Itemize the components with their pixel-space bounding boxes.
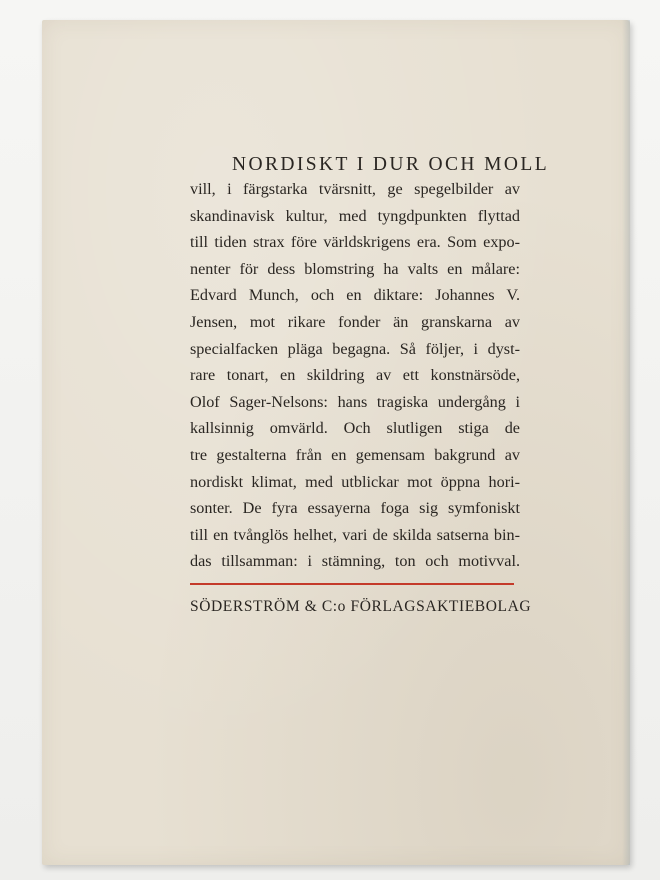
blurb-line: vill, i färgstarka tvärsnitt, ge spegelbilder av: [190, 180, 520, 198]
blurb-line: till tiden strax före världskrigens era. Som expo-: [190, 233, 520, 252]
blurb-line: kallsinnig omvärld. Och slutligen stiga de: [190, 419, 520, 438]
blurb-line: Edvard Munch, och en diktare: Johannes V.: [190, 286, 520, 305]
blurb-line: sonter. De fyra essayerna foga sig symfoniskt: [190, 499, 520, 518]
blurb-line: tre gestalterna från en gemensam bakgrund av: [190, 445, 520, 464]
blurb-line: nenter för dess blomstring ha valts en målare:: [190, 259, 520, 278]
book-title: NORDISKT I DUR OCH MOLL: [232, 154, 550, 175]
book-back-cover: [42, 20, 630, 865]
cover-edge-shadow: [622, 20, 630, 865]
blurb-line: Jensen, mot rikare fonder än granskarna av: [190, 312, 520, 331]
publisher-name: SÖDERSTRÖM & C:o FÖRLAGSAKTIEBOLAG: [190, 598, 532, 615]
blurb-line: das tillsamman: i stämning, ton och motivval.: [190, 552, 520, 571]
blurb-line: nordiskt klimat, med utblickar mot öppna hori-: [190, 472, 520, 491]
blurb-text: [190, 176, 520, 575]
red-divider-rule: [190, 583, 514, 585]
blurb-line: Olof Sager-Nelsons: hans tragiska undergång i: [190, 392, 520, 411]
blurb-line: specialfacken pläga begagna. Så följer, i dyst-: [190, 339, 520, 358]
blurb-line: till en tvånglös helhet, vari de skilda satserna bin-: [190, 525, 520, 544]
blurb-line: rare tonart, en skildring av ett konstnärsöde,: [190, 366, 520, 385]
blurb-line: skandinavisk kultur, med tyngdpunkten flyttad: [190, 206, 520, 225]
